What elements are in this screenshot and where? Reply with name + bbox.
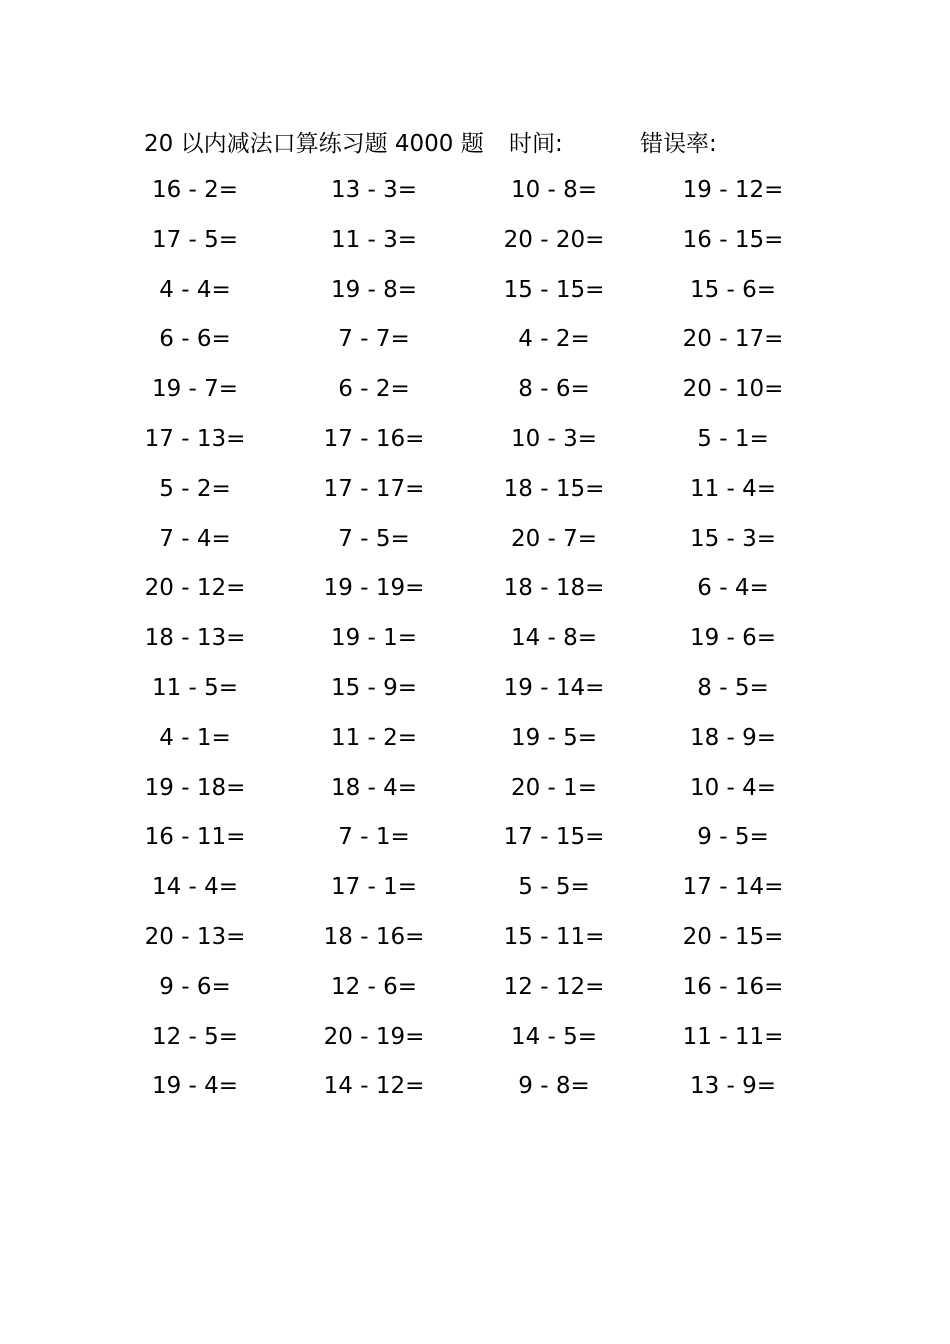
problem-item: 5 - 1= (697, 426, 769, 452)
problem-item: 17 - 14= (682, 874, 784, 901)
problem-item: 19 - 5= (510, 724, 598, 751)
problem-item: 5 - 5= (518, 874, 590, 901)
problem-item: 19 - 18= (144, 774, 246, 801)
problem-item: 13 - 9= (689, 1073, 777, 1100)
problem-item: 17 - 16= (323, 426, 425, 452)
problem-item: 6 - 4= (697, 575, 769, 602)
problem-item: 8 - 6= (518, 376, 590, 403)
problem-item: 7 - 4= (159, 525, 231, 552)
problem-item: 10 - 3= (510, 426, 598, 452)
worksheet-title: 20 以内减法口算练习题 4000 题 (144, 131, 484, 157)
problem-item: 14 - 12= (323, 1073, 425, 1100)
problem-item: 9 - 6= (159, 973, 231, 1000)
problem-item: 19 - 8= (330, 276, 418, 303)
problem-item: 17 - 1= (330, 874, 418, 901)
problem-item: 17 - 5= (151, 226, 239, 253)
problem-item: 4 - 1= (159, 724, 231, 751)
problem-item: 10 - 8= (510, 177, 598, 203)
problem-item: 5 - 2= (159, 475, 231, 502)
problem-item: 11 - 3= (330, 226, 418, 253)
problem-item: 20 - 13= (144, 924, 246, 950)
problem-item: 14 - 4= (151, 874, 239, 901)
problem-item: 8 - 5= (697, 675, 769, 701)
problem-item: 16 - 15= (682, 226, 784, 253)
problem-item: 18 - 18= (503, 575, 605, 602)
problem-item: 18 - 15= (503, 475, 605, 502)
time-label: 时间: (509, 131, 563, 157)
problem-item: 17 - 13= (144, 426, 246, 452)
problem-item: 7 - 1= (338, 824, 410, 851)
problem-item: 11 - 2= (330, 724, 418, 751)
problem-item: 20 - 20= (503, 226, 605, 253)
problem-item: 15 - 6= (689, 276, 777, 303)
problem-item: 17 - 17= (323, 475, 425, 502)
problem-item: 11 - 11= (682, 1023, 784, 1050)
problem-item: 19 - 12= (682, 177, 784, 203)
problem-item: 13 - 3= (330, 177, 418, 203)
problem-item: 18 - 4= (330, 774, 418, 801)
problem-item: 4 - 2= (518, 326, 590, 353)
problem-item: 7 - 5= (338, 525, 410, 552)
problem-item: 11 - 5= (151, 675, 239, 701)
problem-item: 15 - 11= (503, 924, 605, 950)
problem-item: 9 - 5= (697, 824, 769, 851)
problem-item: 6 - 6= (159, 326, 231, 353)
problem-item: 16 - 11= (144, 824, 246, 851)
problem-item: 16 - 2= (151, 177, 239, 203)
problem-item: 11 - 4= (689, 475, 777, 502)
problem-item: 10 - 4= (689, 774, 777, 801)
problem-item: 20 - 1= (510, 774, 598, 801)
problem-item: 20 - 15= (682, 924, 784, 950)
problem-item: 17 - 15= (503, 824, 605, 851)
problem-item: 15 - 15= (503, 276, 605, 303)
problem-item: 18 - 9= (689, 724, 777, 751)
problem-item: 19 - 6= (689, 625, 777, 652)
problem-item: 18 - 13= (144, 625, 246, 652)
problem-item: 16 - 16= (682, 973, 784, 1000)
problem-item: 19 - 4= (151, 1073, 239, 1100)
problem-item: 15 - 3= (689, 525, 777, 552)
problem-item: 20 - 12= (144, 575, 246, 602)
problem-item: 18 - 16= (323, 924, 425, 950)
problem-item: 12 - 6= (330, 973, 418, 1000)
problem-item: 19 - 19= (323, 575, 425, 602)
problem-item: 7 - 7= (338, 326, 410, 353)
problem-item: 4 - 4= (159, 276, 231, 303)
problem-item: 9 - 8= (518, 1073, 590, 1100)
problem-item: 19 - 14= (503, 675, 605, 701)
problem-item: 12 - 12= (503, 973, 605, 1000)
problem-item: 20 - 17= (682, 326, 784, 353)
problem-item: 6 - 2= (338, 376, 410, 403)
problem-item: 19 - 7= (151, 376, 239, 403)
problem-item: 20 - 19= (323, 1023, 425, 1050)
problem-item: 12 - 5= (151, 1023, 239, 1050)
problem-item: 19 - 1= (330, 625, 418, 652)
problem-item: 20 - 7= (510, 525, 598, 552)
problem-item: 14 - 8= (510, 625, 598, 652)
problem-item: 14 - 5= (510, 1023, 598, 1050)
problem-item: 15 - 9= (330, 675, 418, 701)
error-rate-label: 错误率: (640, 131, 717, 157)
problem-item: 20 - 10= (682, 376, 784, 403)
